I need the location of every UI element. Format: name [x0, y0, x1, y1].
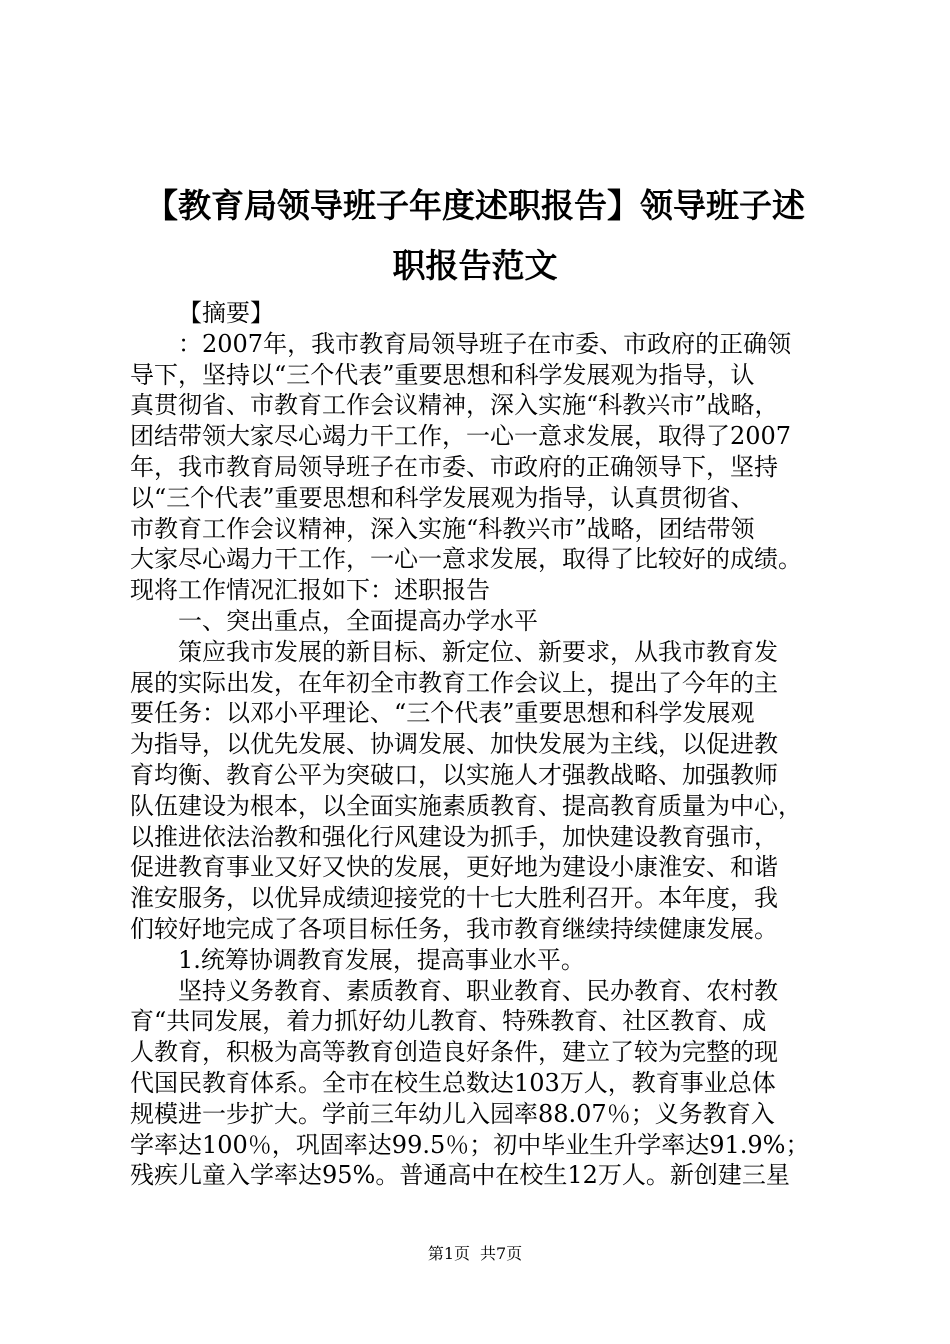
document-title-line-1: 【教育局领导班子年度述职报告】领导班子述: [145, 186, 805, 225]
body-line: 团结带领大家尽心竭力干工作，一心一意求发展，取得了2007: [130, 422, 792, 451]
body-line: 为指导，以优先发展、协调发展、加快发展为主线，以促进教: [130, 730, 778, 759]
body-line: 现将工作情况汇报如下：述职报告: [130, 576, 490, 605]
body-line: 坚持义务教育、素质教育、职业教育、民办教育、农村教: [178, 976, 778, 1005]
page-number: 第1页: [427, 1244, 470, 1263]
body-line: 育均衡、教育公平为突破口，以实施人才强教战略、加强教师: [130, 760, 778, 789]
document-title-line-2: 职报告范文: [392, 246, 558, 285]
body-line: 1.统筹协调教育发展，提高事业水平。: [178, 945, 585, 974]
page-footer: [0, 1244, 950, 1264]
body-line: 人教育，积极为高等教育创造良好条件，建立了较为完整的现: [130, 1038, 778, 1067]
body-line: 以“三个代表”重要思想和科学发展观为指导，认真贯彻省、: [130, 483, 755, 512]
body-line: 真贯彻省、市教育工作会议精神，深入实施“科教兴市”战略，: [130, 391, 779, 420]
body-line: 一、突出重点，全面提高办学水平: [178, 606, 538, 635]
body-line: 要任务：以邓小平理论、“三个代表”重要思想和科学发展观: [130, 699, 755, 728]
body-line: 展的实际出发，在年初全市教育工作会议上，提出了今年的主: [130, 668, 778, 697]
body-line: 【摘要】: [178, 299, 274, 327]
body-line: 代国民教育体系。全市在校生总数达103万人，教育事业总体: [130, 1068, 776, 1097]
body-line: ：2007年，我市教育局领导班子在市委、市政府的正确领: [178, 329, 792, 358]
body-line: 淮安服务，以优异成绩迎接党的十七大胜利召开。本年度，我: [130, 884, 778, 913]
body-line: 促进教育事业又好又快的发展，更好地为建设小康淮安、和谐: [130, 853, 778, 882]
body-line: 残疾儿童入学率达95%。普通高中在校生12万人。新创建三星: [130, 1161, 790, 1190]
body-line: 策应我市发展的新目标、新定位、新要求，从我市教育发: [178, 637, 778, 666]
body-line: 们较好地完成了各项目标任务，我市教育继续持续健康发展。: [130, 914, 778, 943]
body-line: 规模进一步扩大。学前三年幼儿入园率88.07％；义务教育入: [130, 1099, 775, 1128]
body-line: 队伍建设为根本，以全面实施素质教育、提高教育质量为中心，: [130, 791, 802, 820]
body-line: 学率达100％，巩固率达99.5％；初中毕业生升学率达91.9%；: [130, 1130, 810, 1159]
body-line: 市教育工作会议精神，深入实施“科教兴市”战略，团结带领: [130, 514, 755, 543]
body-line: 育“共同发展，着力抓好幼儿教育、特殊教育、社区教育、成: [130, 1007, 767, 1036]
document-body: [130, 298, 850, 1191]
body-line: 以推进依法治教和强化行风建设为抓手，加快建设教育强市，: [130, 822, 778, 851]
page-total: 共7页: [480, 1244, 523, 1263]
body-line: 大家尽心竭力干工作，一心一意求发展，取得了比较好的成绩。: [130, 545, 802, 574]
body-line: 年，我市教育局领导班子在市委、市政府的正确领导下，坚持: [130, 452, 778, 481]
body-line: 导下，坚持以“三个代表”重要思想和科学发展观为指导，认: [130, 360, 755, 389]
